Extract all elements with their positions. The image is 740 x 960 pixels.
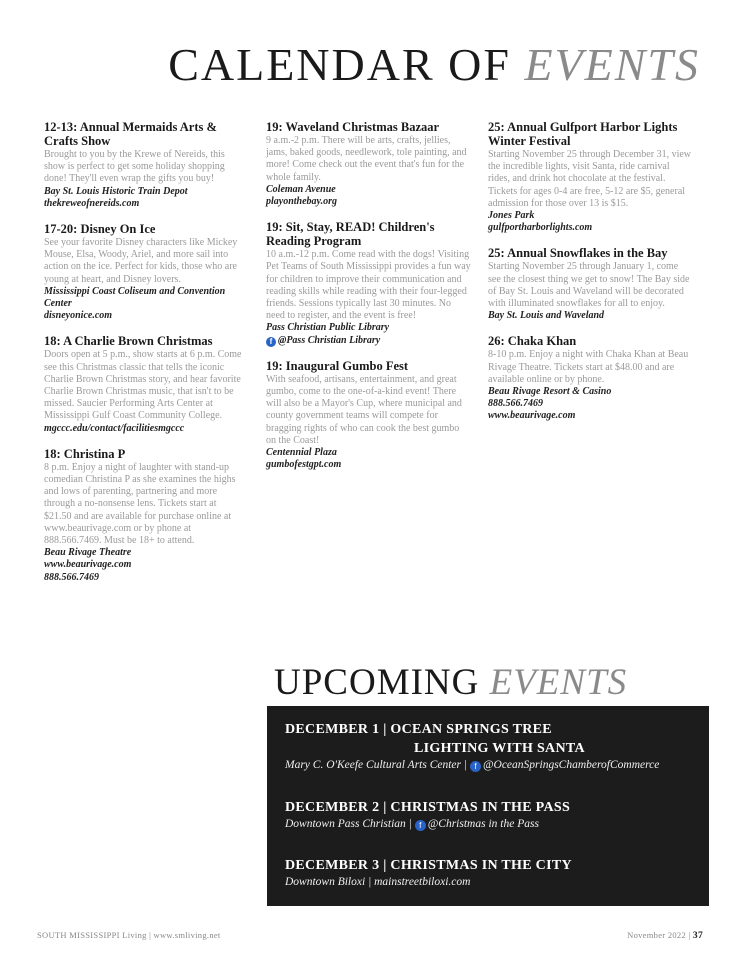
- event-item: [266, 220, 471, 347]
- event-website[interactable]: thekreweofnereids.com: [44, 197, 140, 209]
- event-location: Beau Rivage Theatre: [44, 547, 132, 559]
- event-title: 19: Inaugural Gumbo Fest: [266, 358, 409, 373]
- event-title: 18: A Charlie Brown Christmas: [44, 334, 213, 349]
- upcoming-social[interactable]: @Christmas in the Pass: [427, 818, 539, 830]
- event-title: 19: Waveland Christmas Bazaar: [266, 120, 440, 134]
- event-website[interactable]: www.beaurivage.com: [44, 559, 132, 571]
- event-description: Doors open at 5 p.m., show starts at 6 p.m. Come see this Christmas classic that tells the iconic Charlie Brown Christmas story, and hear favorite Charlie Brown Christmas music, that isn't to be missed. Saucier Performing Arts Center at Mississippi Gulf Coast Community College.: [44, 349, 242, 422]
- upcoming-item: DECEMBER 3 | CHRISTMAS IN THE CITY Downtown Biloxi | mainstreetbiloxi.com: [285, 858, 572, 888]
- page-number: 37: [692, 931, 703, 941]
- event-location: Bay St. Louis Historic Train Depot: [44, 185, 188, 197]
- event-item: [488, 334, 693, 422]
- upcoming-date: DECEMBER 1: [285, 722, 380, 737]
- footer-publication: SOUTH MISSISSIPPI Living | www.smliving.net: [37, 930, 221, 940]
- upcoming-item: DECEMBER 2 | CHRISTMAS IN THE PASS Downtown Pass Christian | f @Christmas in the Pass: [285, 800, 571, 830]
- event-location: Coleman Avenue: [266, 183, 336, 195]
- upcoming-venue: Downtown Biloxi: [285, 876, 366, 888]
- event-phone[interactable]: 888.566.7469: [44, 571, 99, 583]
- event-description: With seafood, artisans, entertainment, and great gumbo, come to the one-of-a-kind event! There will also be a Mayor's Cup, where municipal and county government teams will compete for bragging rights of who can cook the best gumbo on the Coast!: [266, 373, 462, 446]
- upcoming-date: DECEMBER 2: [285, 800, 380, 815]
- event-title: 12-13: Annual Mermaids Arts & Crafts Show: [44, 120, 217, 148]
- upcoming-name: OCEAN SPRINGS TREE: [390, 722, 552, 737]
- upcoming-social[interactable]: @OceanSpringsChamberofCommerce: [482, 759, 660, 771]
- events-column-3: [488, 120, 693, 435]
- facebook-icon: f: [415, 820, 426, 831]
- event-title: 17-20: Disney On Ice: [44, 222, 156, 237]
- event-description: Starting November 25 through December 31, view the incredible lights, visit Santa, ride carnival rides, and drink hot chocolate at the festival. Tickets for ages 0-4 are free, 5-12 are $5, general admission for those over 13 is $15.: [488, 149, 692, 209]
- event-item: [44, 334, 244, 434]
- facebook-icon: f: [266, 337, 276, 347]
- event-website[interactable]: gumbofestgpt.com: [266, 459, 342, 471]
- event-item: [44, 447, 244, 584]
- event-description: Starting November 25 through January 1, come see the closest thing we get to snow! The Bay side of Bay St. Louis and Waveland will be decorated with illuminated snowflakes for all to enjoy.: [488, 261, 690, 310]
- footer-date: November 2022 |: [627, 930, 691, 940]
- event-item: [44, 222, 244, 322]
- upcoming-name-line2: LIGHTING WITH SANTA: [414, 741, 585, 756]
- event-location: Pass Christian Public Library: [266, 322, 390, 334]
- event-title: 26: Chaka Khan: [488, 334, 577, 349]
- event-description: 8 p.m. Enjoy a night of laughter with stand-up comedian Christina P as she examines the highs and lows of parenting, partnering and more through a no-nonsense lens. Tickets start at $21.50 and are available for purchase online at www.beaurivage.com or by phone at 888.566.7469. Must be 18+ to attend.: [44, 461, 236, 547]
- facebook-icon: f: [470, 761, 481, 772]
- upcoming-events-box: [267, 706, 709, 906]
- event-location: Mississippi Coast Coliseum and Convention Center: [44, 285, 226, 310]
- event-description: 8-10 p.m. Enjoy a night with Chaka Khan at Beau Rivage Theatre. Tickets start at $48.00 and are available online or by phone.: [488, 349, 689, 385]
- event-website[interactable]: disneyonice.com: [44, 310, 113, 322]
- event-phone[interactable]: 888.566.7469: [488, 398, 543, 410]
- event-location: Jones Park: [488, 210, 535, 222]
- event-item: [266, 359, 471, 472]
- event-description: See your favorite Disney characters like Mickey Mouse, Elsa, Woody, Ariel, and more sail into action on the ice. Perfect for kids, those who are young at heart, and Disney lovers.: [44, 237, 238, 285]
- event-item: [266, 120, 471, 208]
- events-column-1: [44, 120, 244, 596]
- upcoming-name: CHRISTMAS IN THE PASS: [390, 800, 571, 815]
- event-title: 25: Annual Gulfport Harbor Lights Winter Festival: [488, 120, 678, 148]
- event-item: [488, 246, 693, 322]
- event-item: [488, 120, 693, 234]
- upcoming-venue: Mary C. O'Keefe Cultural Arts Center: [285, 759, 462, 771]
- event-website[interactable]: www.beaurivage.com: [488, 410, 576, 422]
- event-item: [44, 120, 244, 210]
- upcoming-item: DECEMBER 1 | OCEAN SPRINGS TREE LIGHTING WITH SANTA Mary C. O'Keefe Cultural Arts Center | f @OceanSpringsChamberofCommerce: [285, 720, 699, 773]
- upcoming-venue: Downtown Pass Christian: [285, 818, 406, 830]
- event-location: Beau Rivage Resort & Casino: [488, 386, 612, 398]
- upcoming-date: DECEMBER 3: [285, 858, 380, 873]
- event-website[interactable]: mgccc.edu/contact/facilitiesmgccc: [44, 422, 185, 434]
- event-title: 18: Christina P: [44, 446, 126, 461]
- upcoming-title: UPCOMING EVENTS: [274, 662, 628, 703]
- event-description: 10 a.m.-12 p.m. Come read with the dogs! Visiting Pet Teams of South Mississippi provides a fun way for children to improve their communication and reading skills while reading with their four-legged friends. Sessions typically last 30 minutes. No need to register, and the event is free!: [266, 249, 471, 322]
- event-website[interactable]: playonthebay.org: [266, 196, 338, 208]
- event-location: Bay St. Louis and Waveland: [488, 310, 605, 322]
- event-website[interactable]: gulfportharborlights.com: [488, 222, 593, 234]
- event-title: 25: Annual Snowflakes in the Bay: [488, 246, 668, 261]
- event-title: 19: Sit, Stay, READ! Children's Reading Program: [266, 220, 435, 249]
- event-facebook[interactable]: f @Pass Christian Library: [266, 335, 471, 347]
- page-title: CALENDAR OF EVENTS: [168, 39, 700, 90]
- event-location: Centennial Plaza: [266, 447, 337, 459]
- event-description: Brought to you by the Krewe of Nereids, this show is perfect to get some holiday shopping done! They'll even wrap the gifts you buy!: [44, 149, 225, 185]
- upcoming-social[interactable]: mainstreetbiloxi.com: [374, 876, 471, 888]
- upcoming-name: CHRISTMAS IN THE CITY: [390, 858, 572, 873]
- events-column-2: [266, 120, 471, 483]
- event-description: 9 a.m.-2 p.m. There will be arts, crafts, jellies, jams, baked goods, needlework, tole painting, and more! Come check out the event that's fun for the whole family.: [266, 135, 467, 183]
